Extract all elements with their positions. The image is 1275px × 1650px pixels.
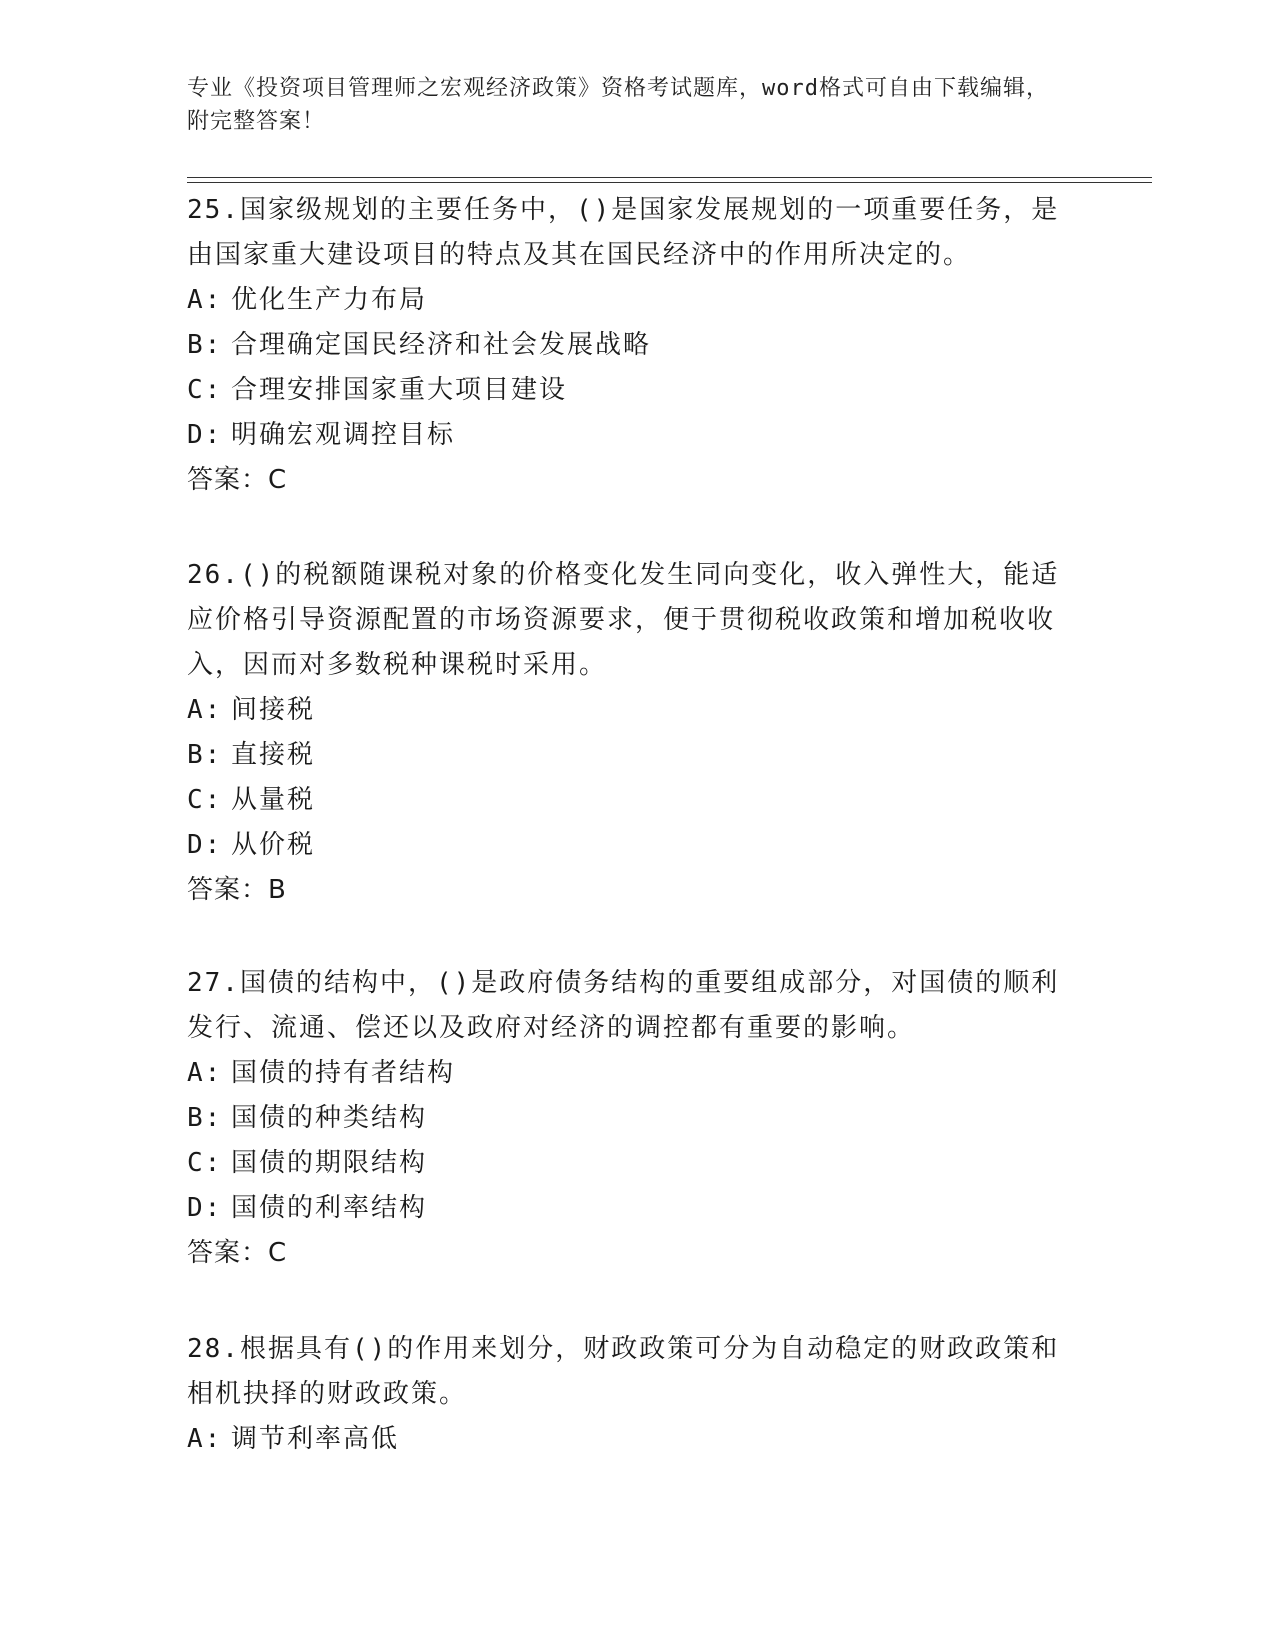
option-c [187, 1141, 1077, 1186]
option-letter: C: [187, 1148, 223, 1178]
header-divider-top [187, 177, 1152, 178]
option-text: 优化生产力布局 [231, 285, 428, 315]
question-stem: 27.国债的结构中，()是政府债务结构的重要组成部分，对国债的顺利发行、流通、偿还以及政府对经济的调控都有重要的影响。 [187, 968, 1060, 1043]
option-text: 合理安排国家重大项目建设 [231, 375, 568, 405]
option-text: 从量税 [231, 785, 316, 815]
option-text: 国债的持有者结构 [231, 1058, 456, 1088]
option-letter: A: [187, 1058, 223, 1088]
question-25 [187, 188, 1077, 503]
option-letter: B: [187, 1103, 223, 1133]
option-text: 间接税 [231, 695, 316, 725]
option-d [187, 413, 1077, 458]
option-b [187, 1096, 1077, 1141]
option-d [187, 1186, 1077, 1231]
option-letter: A: [187, 695, 223, 725]
option-letter: A: [187, 285, 223, 315]
option-text: 国债的期限结构 [231, 1148, 428, 1178]
option-text: 调节利率高低 [231, 1424, 400, 1454]
option-a [187, 278, 1077, 323]
option-b [187, 323, 1077, 368]
question-stem: 25.国家级规划的主要任务中，()是国家发展规划的一项重要任务，是由国家重大建设项目的特点及其在国民经济中的作用所决定的。 [187, 195, 1060, 270]
option-text: 直接税 [231, 740, 316, 770]
header-divider-bottom [187, 182, 1152, 183]
answer: 答案：C [187, 1238, 288, 1268]
option-d [187, 823, 1077, 868]
question-27 [187, 961, 1077, 1276]
option-letter: D: [187, 830, 223, 860]
question-stem: 26.()的税额随课税对象的价格变化发生同向变化，收入弹性大，能适应价格引导资源配置的市场资源要求，便于贯彻税收政策和增加税收收入，因而对多数税种课税时采用。 [187, 560, 1060, 680]
question-26 [187, 553, 1077, 913]
option-letter: C: [187, 785, 223, 815]
option-letter: D: [187, 1193, 223, 1223]
option-letter: B: [187, 330, 223, 360]
option-text: 从价税 [231, 830, 316, 860]
option-text: 明确宏观调控目标 [231, 420, 456, 450]
answer: 答案：B [187, 875, 287, 905]
option-a [187, 1051, 1077, 1096]
option-a [187, 688, 1077, 733]
option-letter: C: [187, 375, 223, 405]
option-letter: B: [187, 740, 223, 770]
option-text: 合理确定国民经济和社会发展战略 [231, 330, 652, 360]
document-header: 专业《投资项目管理师之宏观经济政策》资格考试题库，word格式可自由下载编辑，附完整答案！ [187, 76, 1049, 134]
answer: 答案：C [187, 465, 288, 495]
option-text: 国债的种类结构 [231, 1103, 428, 1133]
option-letter: A: [187, 1424, 223, 1454]
question-stem: 28.根据具有()的作用来划分，财政政策可分为自动稳定的财政政策和相机抉择的财政政策。 [187, 1334, 1060, 1409]
option-a [187, 1417, 1077, 1462]
option-c [187, 778, 1077, 823]
option-c [187, 368, 1077, 413]
question-28 [187, 1327, 1077, 1462]
option-text: 国债的利率结构 [231, 1193, 428, 1223]
option-b [187, 733, 1077, 778]
option-letter: D: [187, 420, 223, 450]
